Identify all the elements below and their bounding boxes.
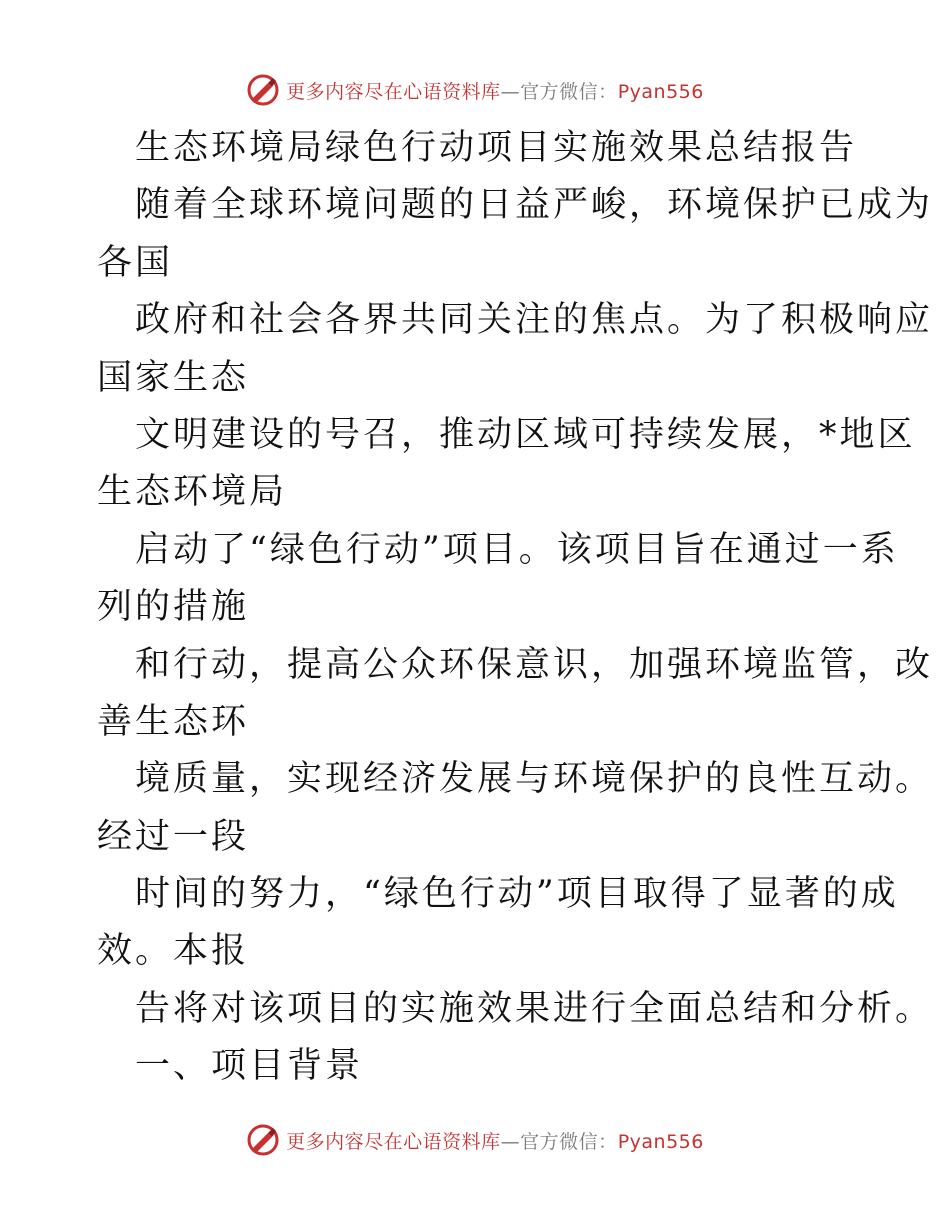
document-title: 生态环境局绿色行动项目实施效果总结报告 bbox=[135, 128, 858, 168]
banner-text: 更多内容尽在心语资料库—官方微信：Pyan556 bbox=[286, 80, 704, 103]
paragraph-line: 时间的努力，“绿色行动”项目取得了显著的成 bbox=[135, 874, 899, 915]
paragraph-line: 启动了“绿色行动”项目。该项目旨在通过一系 bbox=[135, 529, 899, 570]
paragraph-line: 善生态环 bbox=[97, 701, 250, 742]
paragraph-line: 生态环境局 bbox=[97, 472, 288, 513]
paragraph-line: 随着全球环境问题的日益严峻，环境保护已成为 bbox=[135, 185, 934, 226]
paragraph-line: 各国 bbox=[97, 242, 174, 283]
banner-text: 更多内容尽在心语资料库—官方微信：Pyan556 bbox=[286, 1130, 704, 1153]
document-body bbox=[97, 120, 934, 1096]
header-banner bbox=[0, 70, 950, 110]
paragraph-line: 国家生态 bbox=[97, 357, 250, 398]
section-heading: 一、项目背景 bbox=[135, 1046, 364, 1087]
paragraph-line: 经过一段 bbox=[97, 816, 250, 857]
paragraph-line: 告将对该项目的实施效果进行全面总结和分析。 bbox=[135, 988, 934, 1029]
pen-logo-icon bbox=[246, 1123, 280, 1157]
paragraph-line: 效。本报 bbox=[97, 931, 250, 972]
paragraph-line: 境质量，实现经济发展与环境保护的良性互动。 bbox=[135, 759, 934, 800]
paragraph-line: 文明建设的号召，推动区域可持续发展，*地区 bbox=[135, 414, 916, 455]
paragraph-line: 政府和社会各界共同关注的焦点。为了积极响应 bbox=[135, 300, 934, 341]
paragraph-line: 列的措施 bbox=[97, 587, 250, 628]
footer-banner bbox=[0, 1120, 950, 1160]
paragraph-line: 和行动，提高公众环保意识，加强环境监管，改 bbox=[135, 644, 934, 685]
pen-logo-icon bbox=[246, 73, 280, 107]
